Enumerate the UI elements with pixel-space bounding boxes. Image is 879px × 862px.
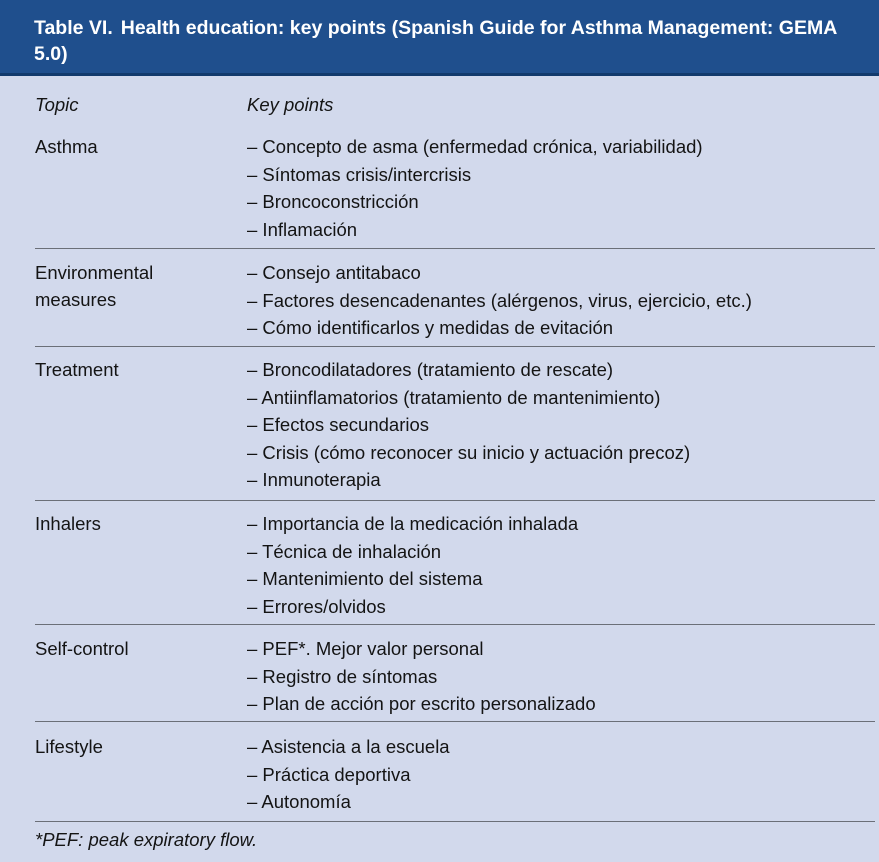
list-item: – Importancia de la medicación inhalada — [247, 513, 579, 534]
list-item: – Efectos secundarios — [247, 414, 430, 435]
row-key-points — [247, 635, 596, 718]
row-key-points — [247, 733, 450, 816]
list-item: – Crisis (cómo reconocer su inicio y actuación precoz) — [247, 441, 691, 463]
list-item: – Mantenimiento del sistema — [247, 568, 483, 589]
table-title-bar — [0, 0, 879, 76]
column-header-topic: Topic — [35, 94, 79, 115]
list-item: – Concepto de asma (enfermedad crónica, variabilidad) — [247, 136, 703, 157]
list-item: – Práctica deportiva — [247, 763, 411, 785]
row-divider — [35, 624, 875, 625]
table-title: Health education: key points (Spanish Guide for Asthma Management: GEMA 5.0) — [34, 17, 837, 65]
row-key-points — [247, 259, 752, 342]
list-item: – Broncoconstricción — [247, 191, 419, 212]
row-divider — [35, 821, 875, 822]
row-topic: Asthma — [35, 136, 98, 157]
list-item: – Inflamación — [247, 218, 358, 240]
list-item: – Síntomas crisis/intercrisis — [247, 163, 472, 185]
list-item: – Antiinflamatorios (tratamiento de mantenimiento) — [247, 386, 661, 408]
row-divider — [35, 346, 875, 347]
row-topic: Self-control — [35, 638, 129, 659]
list-item: – Autonomía — [247, 791, 351, 812]
row-topic: Inhalers — [35, 513, 101, 534]
list-item: – Plan de acción por escrito personalizado — [247, 693, 596, 714]
row-divider — [35, 500, 875, 501]
list-item: – PEF*. Mejor valor personal — [247, 638, 484, 659]
row-key-points — [247, 133, 703, 243]
row-key-points — [247, 510, 578, 620]
row-topic: Treatment — [35, 359, 119, 380]
row-divider — [35, 248, 875, 249]
row-topic: Environmental measures — [35, 262, 154, 310]
row-divider — [35, 721, 875, 722]
row-topic: Lifestyle — [35, 736, 103, 757]
table-label: Table VI. — [34, 17, 113, 39]
list-item: – Registro de síntomas — [247, 665, 438, 687]
row-key-points — [247, 356, 690, 494]
column-header-key-points: Key points — [247, 94, 334, 115]
list-item: – Inmunoterapia — [247, 469, 381, 490]
list-item: – Errores/olvidos — [247, 595, 386, 617]
list-item: – Consejo antitabaco — [247, 262, 421, 283]
table-footnote: *PEF: peak expiratory flow. — [35, 829, 258, 850]
list-item: – Cómo identificarlos y medidas de evitación — [247, 317, 614, 338]
list-item: – Técnica de inhalación — [247, 540, 442, 562]
list-item: – Asistencia a la escuela — [247, 736, 450, 757]
list-item: – Factores desencadenantes (alérgenos, virus, ejercicio, etc.) — [247, 289, 752, 311]
list-item: – Broncodilatadores (tratamiento de rescate) — [247, 359, 614, 380]
